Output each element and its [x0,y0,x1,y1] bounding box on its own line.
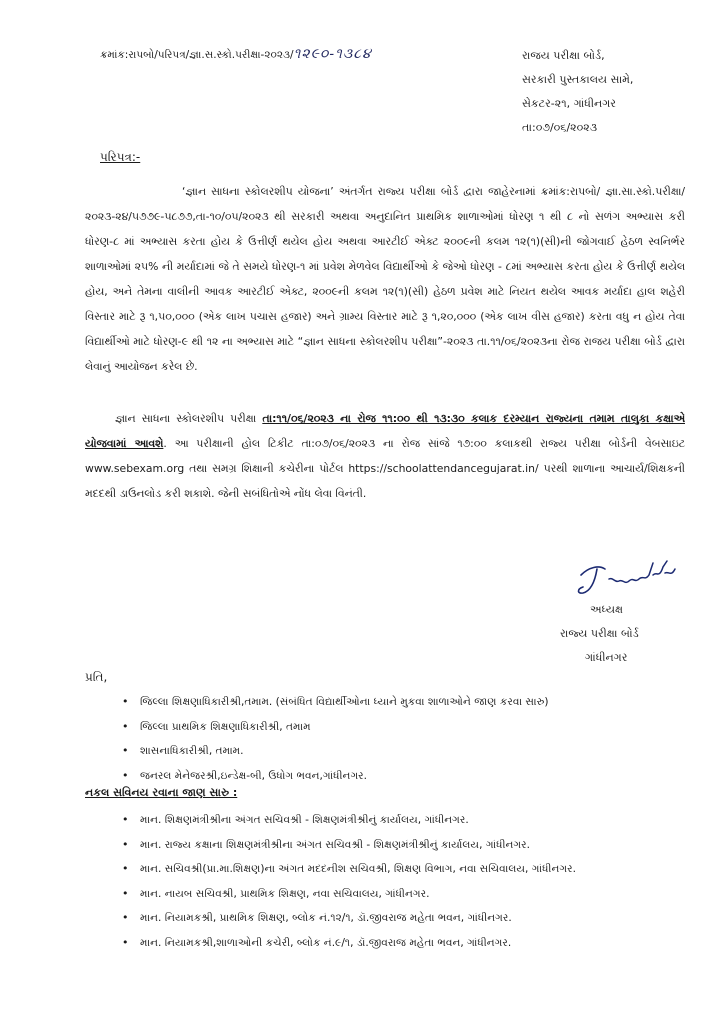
handwritten-reference-number: ૧૨૯૦-૧૩૮૪ [293,46,372,62]
distribution-heading: પ્રતિ, [85,670,108,684]
list-item: • માન. શિક્ષણમંત્રીશ્રીના અંગત સચિવશ્રી - શિક્ષણમંત્રીશ્રીનું કાર્યાલય, ગાંધીનગર. [118,808,576,833]
bullet-icon: • [122,813,129,826]
copy-forwarded-heading: નકલ સવિનય રવાના જાણ સારુ : [85,786,238,799]
circular-paragraph-2 [85,406,685,506]
list-item: • જિલ્લા શિક્ષણાધિકારીશ્રી,તમામ. (સંબંધિત વિદ્યાર્થીઓના ધ્યાને મુકવા શાળાઓને જાણ કરવા સારુ) [118,690,549,715]
bullet-icon: • [122,862,129,875]
list-item: • માન. રાજ્ય કક્ષાના શિક્ષણમંત્રીશ્રીના અંગત સચિવશ્રી - શિક્ષણમંત્રીશ્રીનું કાર્યાલય, ગાંધીનગર. [118,833,576,858]
list-item: • જિલ્લા પ્રાથમિક શિક્ષણાધિકારીશ્રી, તમામ [118,715,549,740]
list-item: • માન. નિયામકશ્રી, પ્રાથમિક શિક્ષણ, બ્લોક નં.૧૨/૧, ડૉ.જીવરાજ મહેતા ભવન, ગાંધીનગર. [118,906,576,931]
address-line-board: રાજય પરીક્ષા બોર્ડ, [522,49,605,62]
bullet-icon: • [122,911,129,924]
list-item: • શાસનાધિકારીશ્રી, તમામ. [118,739,549,764]
signatory-office: રાજ્ય પરીક્ષા બોર્ડ [560,627,639,640]
reference-number-line [100,46,372,62]
exam-schedule-highlight: તા:૧૧/૦૬/૨૦૨૩ ના રોજ ૧૧:૦૦ થી ૧૩:૩૦ કલાક દરમ્યાન રાજ્યના તમામ તાલુકા કક્ષાએ યોજવામાં આવશે [85,412,685,450]
distribution-list [118,690,549,788]
signatory-city: ગાંધીનગર [585,651,628,664]
list-item: • જનરલ મેનેજરશ્રી,ઇન્ડેક્ષ-બી, ઉધોગ ભવન,ગાંધીનગર. [118,764,549,789]
bullet-icon: • [122,719,129,733]
list-item: • માન. સચિવશ્રી(પ્રા.મા.શિક્ષણ)ના અંગત મદદનીશ સચિવશ્રી, શિક્ષણ વિભાગ, નવા સચિવાલય, ગાંધીનગર. [118,857,576,882]
reference-prefix: ક્રમાંક:રાપબો/પરિપત્ર/જ્ઞા.સ.સ્કો.પરીક્ષા-૨૦૨૩/ [100,49,294,61]
address-line-landmark: સરકારી પુસ્તકાલય સામે, [522,73,634,86]
bullet-icon: • [122,886,129,900]
bullet-icon: • [122,744,129,757]
address-line-sector: સેકટર-૨૧, ગાંધીનગર [522,97,616,110]
bullet-icon: • [122,837,129,851]
list-item: • માન. નિયામકશ્રી,શાળાઓની કચેરી, બ્લોક નં.૯/૧, ડૉ.જીવરાજ મહેતા ભવન, ગાંધીનગર. [118,931,576,956]
sender-address [522,44,633,140]
paragraph-2-rest: . આ પરીક્ષાની હોલ ટિકીટ તા:૦૭/૦૬/૨૦૨૩ ના રોજ સાંજે ૧૭:૦૦ કલાકથી રાજ્ય પરીક્ષા બોર્ડની વેબસાઇટ www.sebexam.org તથા સમગ્ર શિક્ષાની કચેરીના પોર્ટલ https://schoolattendancegujarat.in/ પરથી શાળાના આચાર્ય/શિક્ષકની મદદથી ડાઉનલોડ કરી શકાશે. જેની સબંધિતોએ નોંધ લેવા વિનંતી. [85,437,685,500]
signature [575,553,685,601]
signature-scribble [575,553,685,601]
circular-paragraph-1: ‘જ્ઞાન સાધના સ્કોલરશીપ યોજના’ અંતર્ગત રાજ્ય પરીક્ષા બોર્ડ દ્વારા જાહેરનામાં ક્રમાંક:રાપબો/ જ્ઞા.સા.સ્કો.પરીક્ષા/૨૦૨૩-૨૪/૫૭૭૯-૫૮૭૭,તા-૧૦/૦૫/૨૦૨૩ થી સરકારી અથવા અનુદાનિત પ્રાથમિક શાળાઓમાં ધોરણ ૧ થી ૮ નો સળંગ અભ્યાસ કરી ધોરણ-૮ માં અભ્યાસ કરતા હોય કે ઉત્તીર્ણ થયેલ હોય અથવા આરટીઈ એક્ટ ૨૦૦૯ની કલમ ૧૨(૧)(સી)ની જોગવાઈ હેઠળ સ્વનિર્ભર શાળાઓમાં ૨૫% ની મર્યાદામાં જે તે સમયે ધોરણ-૧ માં પ્રવેશ મેળવેલ વિદ્યાર્થીઓ કે જેઓ ધોરણ - ૮માં અભ્યાસ કરતા હોય કે ઉત્તીર્ણ થયેલ હોય, અને તેમના વાલીની આવક આરટીઈ એક્ટ, ૨૦૦૯ની કલમ ૧૨(૧)(સી) હેઠળ પ્રવેશ માટે નિયત થયેલ આવક મર્યાદા હાલ શહેરી વિસ્તાર માટે રૂ ૧,૫૦,૦૦૦ (એક લાખ પચાસ હજાર) અને ગ્રામ્ય વિસ્તાર માટે રૂ ૧,૨૦,૦૦૦ (એક લાખ વીસ હજાર) કરતા વધુ ન હોય તેવા વિદ્યાર્થીઓ માટે ધોરણ-૯ થી ૧૨ ના અભ્યાસ માટે “જ્ઞાન સાધના સ્કોલરશીપ પરીક્ષા”-૨૦૨૩ તા.૧૧/૦૬/૨૦૨૩ના રોજ રાજય પરીક્ષા બોર્ડ દ્વારા લેવાનું આયોજન કરેલ છે. [85,185,685,373]
bullet-icon: • [122,695,129,708]
paragraph-2-lead: જ્ઞાન સાધના સ્કોલરશીપ પરીક્ષા [115,412,263,425]
bullet-icon: • [122,768,129,782]
signatory-designation: અધ્યક્ષ [590,603,623,616]
copy-forwarded-list [118,808,576,955]
list-item: • માન. નાયબ સચિવશ્રી, પ્રાથમિક શિક્ષણ, નવા સચિવાલય, ગાંધીનગર. [118,882,576,907]
circular-heading: પરિપત્ર:- [100,150,141,164]
letter-date: તા:૦૭/૦૬/૨૦૨૩ [522,121,598,134]
bullet-icon: • [122,935,129,949]
